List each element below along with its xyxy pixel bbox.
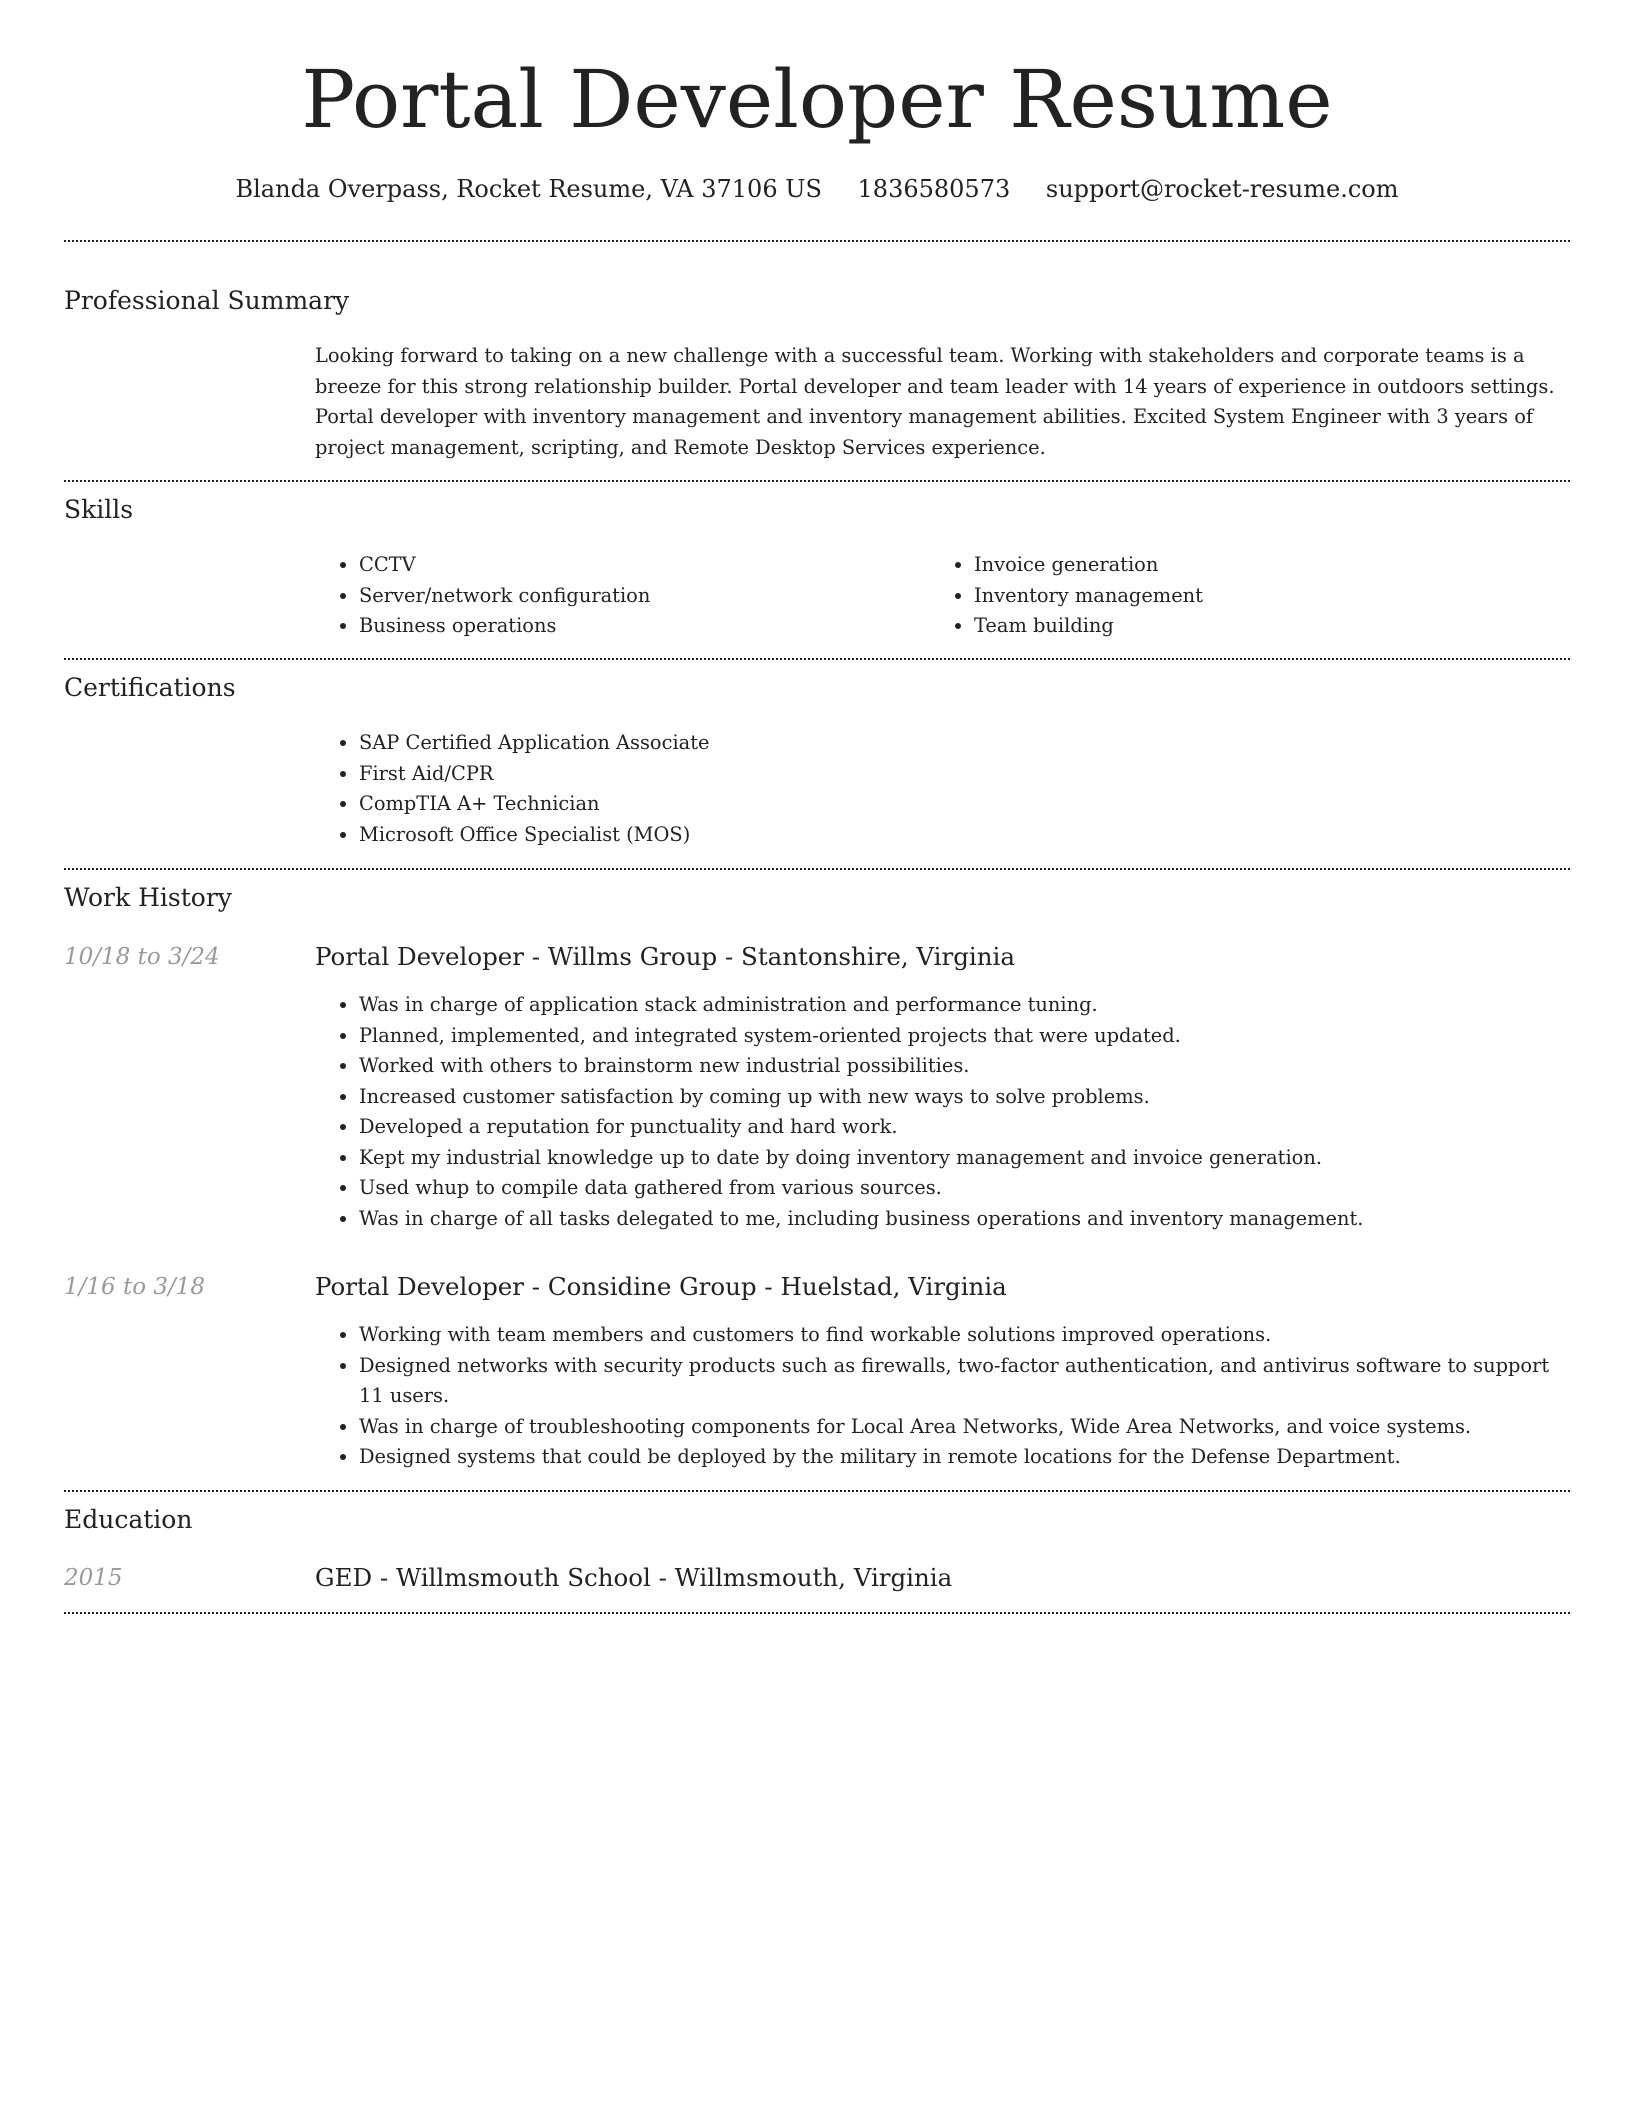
contact-phone: 1836580573 bbox=[857, 175, 1011, 203]
job-bullet: • Kept my industrial knowledge up to date by doing inventory management and invoice generation. bbox=[359, 1143, 1569, 1174]
job-bullet: • Was in charge of troubleshooting components for Local Area Networks, Wide Area Networks, and voice systems. bbox=[359, 1412, 1569, 1443]
job-bullet: • Used whup to compile data gathered from various sources. bbox=[359, 1173, 1569, 1204]
divider bbox=[64, 658, 1570, 660]
certification-item: • First Aid/CPR bbox=[359, 759, 1569, 790]
job-bullet: • Was in charge of all tasks delegated to me, including business operations and inventory management. bbox=[359, 1204, 1569, 1235]
education-heading: Education bbox=[64, 1505, 193, 1534]
job-bullets bbox=[315, 1320, 1569, 1473]
divider bbox=[64, 480, 1570, 482]
contact-address: Blanda Overpass, Rocket Resume, VA 37106 US bbox=[235, 175, 822, 203]
job-title: Portal Developer - Considine Group - Huelstad, Virginia bbox=[315, 1272, 1007, 1301]
certifications-list bbox=[315, 728, 1569, 850]
contact-email: support@rocket-resume.com bbox=[1045, 175, 1399, 203]
job-bullet: • Designed systems that could be deployed by the military in remote locations for the Defense Department. bbox=[359, 1442, 1569, 1473]
certification-item: • Microsoft Office Specialist (MOS) bbox=[359, 820, 1569, 851]
certifications-heading: Certifications bbox=[64, 673, 236, 702]
skills-list-left bbox=[315, 550, 919, 642]
education-year: 2015 bbox=[64, 1565, 123, 1591]
work-heading: Work History bbox=[64, 883, 232, 912]
summary-heading: Professional Summary bbox=[64, 286, 350, 315]
certification-item: • CompTIA A+ Technician bbox=[359, 789, 1569, 820]
divider bbox=[64, 1490, 1570, 1492]
resume-title: Portal Developer Resume bbox=[301, 53, 1333, 146]
job-bullet: • Increased customer satisfaction by coming up with new ways to solve problems. bbox=[359, 1082, 1569, 1113]
contact-line bbox=[64, 172, 1570, 206]
summary-text: Looking forward to taking on a new challenge with a successful team. Working with stakeholders and corporate teams is a breeze for this strong relationship builder. Portal developer and team leader with 14 years of experience in outdoors settings. Portal developer with inventory management and inventory management abilities. Excited System Engineer with 3 years of project management, scripting, and Remote Desktop Services experience. bbox=[315, 344, 1555, 459]
skill-item: • CCTV bbox=[359, 550, 919, 581]
divider bbox=[64, 240, 1570, 242]
skills-heading: Skills bbox=[64, 495, 134, 524]
certification-item: • SAP Certified Application Associate bbox=[359, 728, 1569, 759]
skills-list-right bbox=[930, 550, 1574, 642]
skill-item: • Inventory management bbox=[974, 581, 1574, 612]
skill-item: • Business operations bbox=[359, 611, 919, 642]
job-title: Portal Developer - Willms Group - Stantonshire, Virginia bbox=[315, 942, 1015, 971]
divider bbox=[64, 1612, 1570, 1614]
skill-item: • Team building bbox=[974, 611, 1574, 642]
job-bullet: • Developed a reputation for punctuality and hard work. bbox=[359, 1112, 1569, 1143]
job-bullet: • Planned, implemented, and integrated system-oriented projects that were updated. bbox=[359, 1021, 1569, 1052]
job-bullet: • Working with team members and customers to find workable solutions improved operations. bbox=[359, 1320, 1569, 1351]
job-bullet: • Was in charge of application stack administration and performance tuning. bbox=[359, 990, 1569, 1021]
divider bbox=[64, 868, 1570, 870]
job-bullets bbox=[315, 990, 1569, 1234]
job-bullet: • Designed networks with security products such as firewalls, two-factor authentication, and antivirus software to support 11 users. bbox=[359, 1351, 1569, 1412]
skill-item: • Invoice generation bbox=[974, 550, 1574, 581]
job-dates: 10/18 to 3/24 bbox=[64, 944, 220, 970]
job-bullet: • Worked with others to brainstorm new industrial possibilities. bbox=[359, 1051, 1569, 1082]
skill-item: • Server/network configuration bbox=[359, 581, 919, 612]
job-dates: 1/16 to 3/18 bbox=[64, 1274, 206, 1300]
education-title: GED - Willmsmouth School - Willmsmouth, Virginia bbox=[315, 1563, 953, 1592]
